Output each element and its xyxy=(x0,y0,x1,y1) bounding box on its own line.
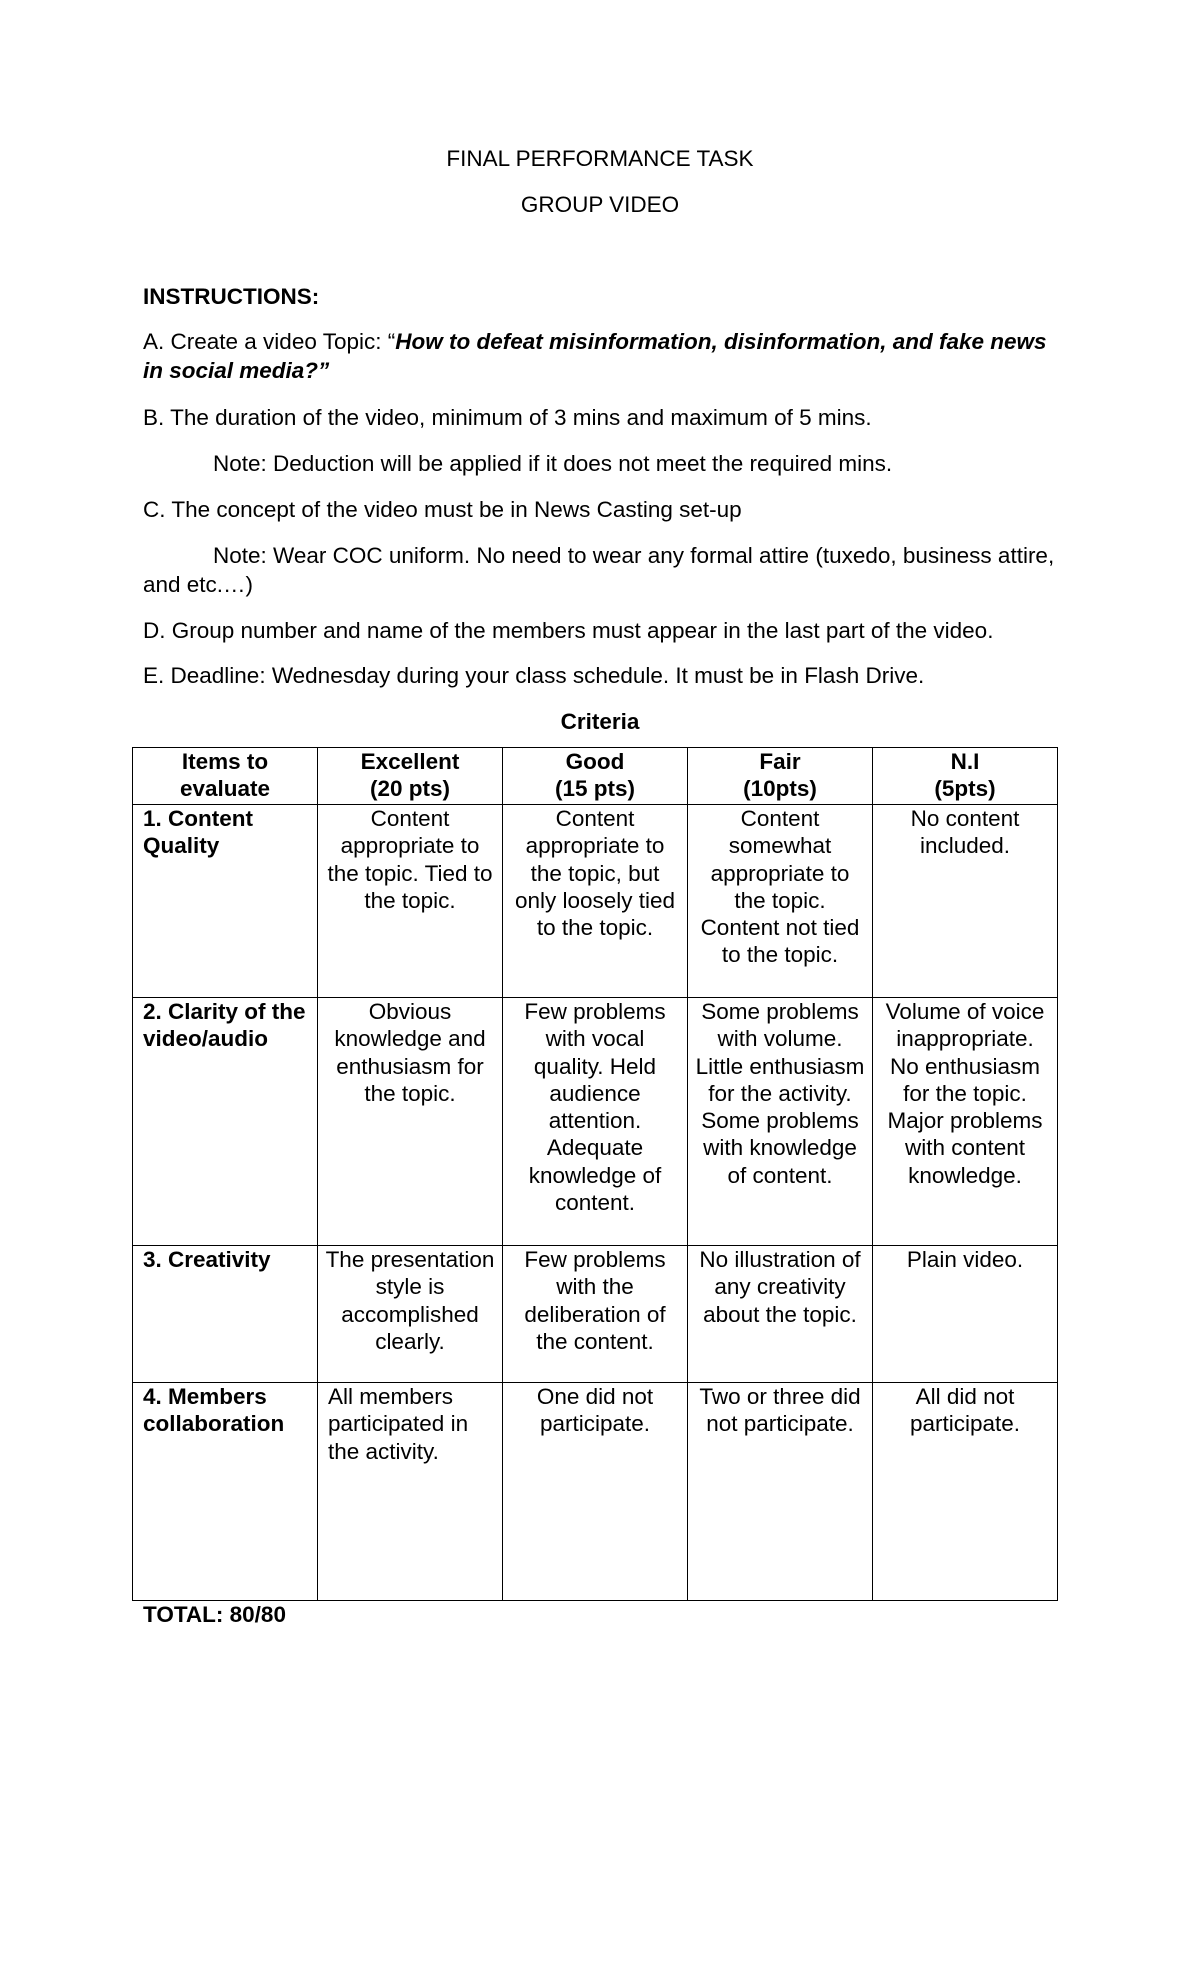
table-row xyxy=(133,1383,1058,1601)
instruction-c: C. The concept of the video must be in News Casting set-up xyxy=(143,497,742,522)
instruction-d: D. Group number and name of the members must appear in the last part of the video. xyxy=(143,618,994,643)
column-header-items: Items to evaluate xyxy=(133,748,318,805)
document-subtitle: GROUP VIDEO xyxy=(520,192,680,217)
column-header-fair: Fair (10pts) xyxy=(688,748,873,805)
criteria-item: 4. Members collaboration xyxy=(133,1383,318,1601)
ni-cell: All did not participate. xyxy=(873,1383,1058,1601)
instruction-e: E. Deadline: Wednesday during your class schedule. It must be in Flash Drive. xyxy=(143,663,925,688)
fair-cell: Content somewhat appropriate to the topic. Content not tied to the topic. xyxy=(688,805,873,998)
good-cell: Few problems with the deliberation of the content. xyxy=(503,1246,688,1383)
fair-cell: Two or three did not participate. xyxy=(688,1383,873,1601)
instruction-b: B. The duration of the video, minimum of 3 mins and maximum of 5 mins. xyxy=(143,405,872,430)
good-cell: Content appropriate to the topic, but only loosely tied to the topic. xyxy=(503,805,688,998)
instruction-c-note: Note: Wear COC uniform. No need to wear any formal attire (tuxedo, business attire, and etc.…) xyxy=(143,543,1055,597)
criteria-table xyxy=(132,747,1058,1601)
column-header-good: Good (15 pts) xyxy=(503,748,688,805)
instruction-a-prefix: A. Create a video Topic: “ xyxy=(143,329,396,354)
criteria-item: 3. Creativity xyxy=(133,1246,318,1383)
table-row xyxy=(133,1246,1058,1383)
document-title: FINAL PERFORMANCE TASK xyxy=(446,146,754,171)
instruction-a xyxy=(143,327,1063,385)
criteria-item: 1. Content Quality xyxy=(133,805,318,998)
good-cell: One did not participate. xyxy=(503,1383,688,1601)
criteria-heading: Criteria xyxy=(560,709,640,734)
table-row xyxy=(133,805,1058,998)
ni-cell: Volume of voice inappropriate. No enthusiasm for the topic. Major problems with content knowledge. xyxy=(873,998,1058,1246)
table-row xyxy=(133,998,1058,1246)
criteria-item: 2. Clarity of the video/audio xyxy=(133,998,318,1246)
excellent-cell: Content appropriate to the topic. Tied to the topic. xyxy=(318,805,503,998)
total-score: TOTAL: 80/80 xyxy=(143,1602,286,1627)
ni-cell: No content included. xyxy=(873,805,1058,998)
instructions-heading: INSTRUCTIONS: xyxy=(143,284,320,309)
column-header-excellent: Excellent (20 pts) xyxy=(318,748,503,805)
table-header-row xyxy=(133,748,1058,805)
excellent-cell: Obvious knowledge and enthusiasm for the topic. xyxy=(318,998,503,1246)
instruction-b-note: Note: Deduction will be applied if it does not meet the required mins. xyxy=(213,451,893,476)
fair-cell: No illustration of any creativity about the topic. xyxy=(688,1246,873,1383)
instruction-a-topic: How to defeat misinformation, disinformation, and fake news in social media?” xyxy=(143,329,1047,383)
column-header-ni: N.I (5pts) xyxy=(873,748,1058,805)
good-cell: Few problems with vocal quality. Held audience attention. Adequate knowledge of content. xyxy=(503,998,688,1246)
excellent-cell: All members participated in the activity. xyxy=(318,1383,503,1601)
ni-cell: Plain video. xyxy=(873,1246,1058,1383)
fair-cell: Some problems with volume. Little enthusiasm for the activity. Some problems with knowledge of content. xyxy=(688,998,873,1246)
excellent-cell: The presentation style is accomplished clearly. xyxy=(318,1246,503,1383)
